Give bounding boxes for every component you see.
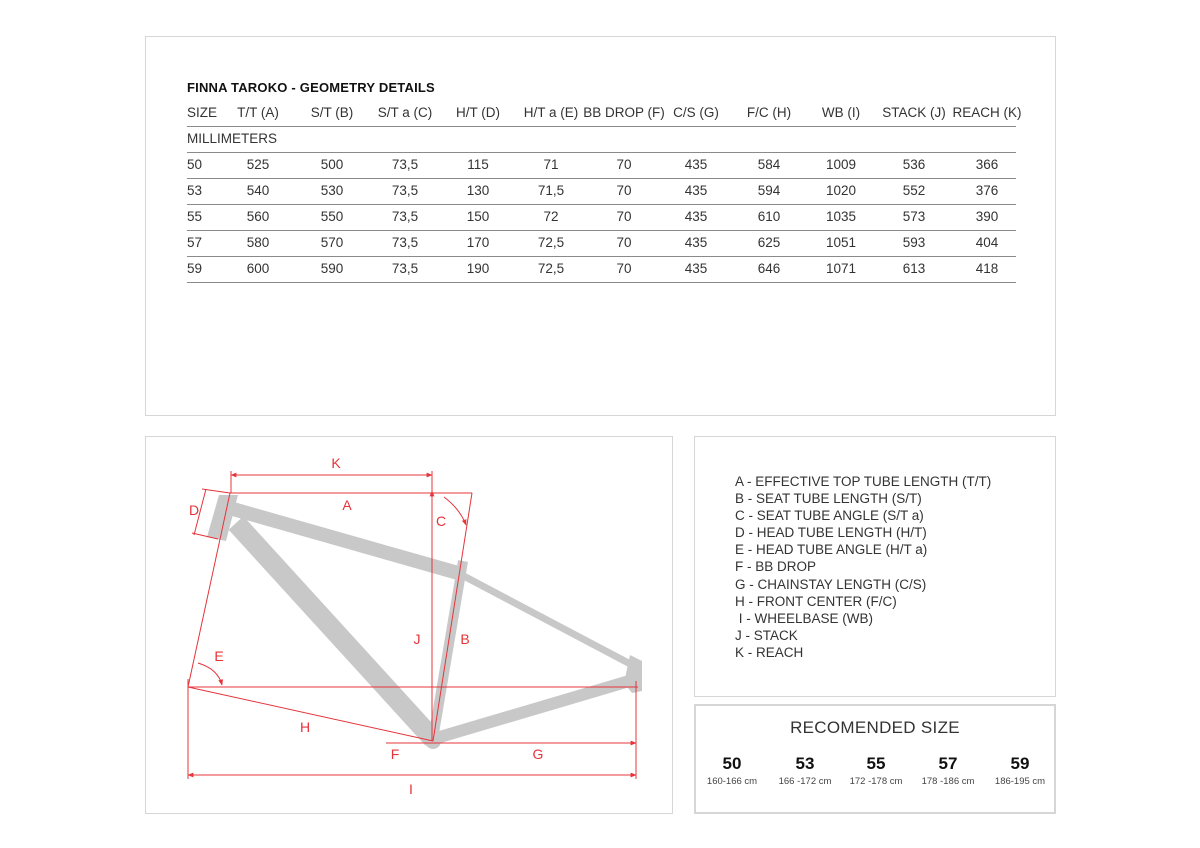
label-d: D bbox=[188, 502, 200, 518]
col-header-size: SIZE bbox=[187, 105, 218, 120]
table-cell: 170 bbox=[466, 235, 490, 250]
size-option bbox=[697, 754, 767, 787]
table-cell: 130 bbox=[466, 183, 490, 198]
size-height-range: 178 -186 cm bbox=[921, 776, 975, 787]
label-a: A bbox=[342, 497, 352, 513]
table-row bbox=[187, 230, 1016, 257]
table-cell: 150 bbox=[466, 209, 490, 224]
size-number: 50 bbox=[722, 754, 742, 773]
table-cell: 435 bbox=[684, 209, 708, 224]
legend-item: G - CHAINSTAY LENGTH (C/S) bbox=[735, 576, 927, 592]
legend-item: C - SEAT TUBE ANGLE (S/T a) bbox=[735, 508, 924, 524]
legend-list bbox=[735, 473, 991, 661]
table-row bbox=[187, 256, 1016, 283]
table-cell: 435 bbox=[684, 183, 708, 198]
table-row bbox=[187, 152, 1016, 179]
table-cell: 404 bbox=[975, 235, 999, 250]
col-header-hta: H/T a (E) bbox=[523, 105, 579, 120]
col-header-cs: C/S (G) bbox=[673, 105, 719, 120]
label-j: J bbox=[413, 631, 421, 647]
col-header-wb: WB (I) bbox=[821, 105, 861, 120]
table-row bbox=[187, 178, 1016, 205]
table-cell: 530 bbox=[320, 183, 344, 198]
table-cell: 536 bbox=[902, 157, 926, 172]
table-cell: 560 bbox=[246, 209, 270, 224]
bike-frame bbox=[207, 495, 642, 749]
table-cell: 625 bbox=[757, 235, 781, 250]
geometry-title: FINNA TAROKO - GEOMETRY DETAILS bbox=[187, 80, 435, 95]
table-cell: 584 bbox=[757, 157, 781, 172]
legend-item: I - WHEELBASE (WB) bbox=[735, 610, 874, 626]
size-option bbox=[770, 754, 840, 787]
table-cell: 570 bbox=[320, 235, 344, 250]
legend-item: J - STACK bbox=[735, 627, 798, 643]
table-cell: 594 bbox=[757, 183, 781, 198]
table-cell: 53 bbox=[187, 183, 203, 198]
size-number: 55 bbox=[866, 754, 886, 773]
legend-item: F - BB DROP bbox=[735, 559, 817, 575]
table-cell: 1020 bbox=[825, 183, 857, 198]
table-cell: 435 bbox=[684, 235, 708, 250]
table-cell: 73,5 bbox=[391, 209, 419, 224]
label-b: B bbox=[460, 631, 470, 647]
size-number: 57 bbox=[938, 754, 958, 773]
table-cell: 610 bbox=[757, 209, 781, 224]
table-cell: 190 bbox=[466, 261, 490, 276]
table-header-row bbox=[187, 100, 1022, 127]
size-option bbox=[913, 754, 983, 787]
seat-tube-axis bbox=[433, 493, 472, 741]
table-cell: 70 bbox=[616, 183, 632, 198]
table-cell: 71,5 bbox=[537, 183, 565, 198]
table-cell: 70 bbox=[616, 209, 632, 224]
table-cell: 525 bbox=[246, 157, 270, 172]
size-height-range: 172 -178 cm bbox=[849, 776, 903, 787]
size-option bbox=[841, 754, 911, 787]
table-cell: 552 bbox=[902, 183, 926, 198]
label-f: F bbox=[390, 746, 400, 762]
frame-geometry-diagram bbox=[146, 437, 674, 815]
label-k: K bbox=[331, 455, 341, 471]
label-e: E bbox=[214, 648, 224, 664]
table-cell: 573 bbox=[902, 209, 926, 224]
size-height-range: 160-166 cm bbox=[706, 776, 758, 787]
legend-item: H - FRONT CENTER (F/C) bbox=[735, 593, 897, 609]
col-header-fc: F/C (H) bbox=[746, 105, 792, 120]
head-angle-arc bbox=[198, 663, 222, 685]
size-height-range: 166 -172 cm bbox=[778, 776, 832, 787]
table-cell: 1051 bbox=[825, 235, 857, 250]
chain-stay bbox=[433, 679, 636, 739]
table-cell: 435 bbox=[684, 261, 708, 276]
table-cell: 580 bbox=[246, 235, 270, 250]
table-cell: 73,5 bbox=[391, 183, 419, 198]
col-header-tt: T/T (A) bbox=[237, 105, 279, 120]
table-cell: 59 bbox=[187, 261, 203, 276]
col-header-stack: STACK (J) bbox=[882, 105, 946, 120]
table-cell: 73,5 bbox=[391, 157, 419, 172]
table-cell: 70 bbox=[616, 235, 632, 250]
label-c: C bbox=[435, 513, 447, 529]
table-cell: 366 bbox=[975, 157, 999, 172]
table-cell: 72 bbox=[543, 209, 559, 224]
seat-angle-arc bbox=[444, 497, 466, 525]
col-header-sta: S/T a (C) bbox=[377, 105, 433, 120]
size-height-range: 186-195 cm bbox=[994, 776, 1046, 787]
table-cell: 70 bbox=[616, 261, 632, 276]
table-cell: 57 bbox=[187, 235, 203, 250]
label-h: H bbox=[299, 719, 311, 735]
table-cell: 71 bbox=[543, 157, 559, 172]
col-header-ht: H/T (D) bbox=[456, 105, 500, 120]
table-cell: 646 bbox=[757, 261, 781, 276]
legend-item: D - HEAD TUBE LENGTH (H/T) bbox=[735, 525, 927, 541]
unit-label: MILLIMETERS bbox=[187, 131, 278, 146]
table-cell: 1035 bbox=[825, 209, 857, 224]
table-cell: 613 bbox=[902, 261, 926, 276]
table-cell: 435 bbox=[684, 157, 708, 172]
unit-row bbox=[187, 126, 1016, 153]
label-g: G bbox=[532, 746, 544, 762]
size-number: 53 bbox=[795, 754, 815, 773]
size-option bbox=[985, 754, 1055, 787]
table-cell: 390 bbox=[975, 209, 999, 224]
steering-axis-line bbox=[188, 493, 230, 687]
table-cell: 70 bbox=[616, 157, 632, 172]
legend-item: K - REACH bbox=[735, 644, 804, 660]
col-header-reach: REACH (K) bbox=[952, 105, 1022, 120]
geometry-panel bbox=[145, 36, 1056, 416]
table-cell: 376 bbox=[975, 183, 999, 198]
table-cell: 1071 bbox=[825, 261, 857, 276]
table-cell: 593 bbox=[902, 235, 926, 250]
col-header-bbdrop: BB DROP (F) bbox=[583, 105, 665, 120]
table-cell: 550 bbox=[320, 209, 344, 224]
table-cell: 50 bbox=[187, 157, 203, 172]
table-cell: 600 bbox=[246, 261, 270, 276]
table-cell: 72,5 bbox=[537, 261, 565, 276]
table-cell: 72,5 bbox=[537, 235, 565, 250]
legend-item: B - SEAT TUBE LENGTH (S/T) bbox=[735, 491, 922, 507]
table-cell: 55 bbox=[187, 209, 203, 224]
legend-panel bbox=[694, 436, 1056, 697]
table-cell: 115 bbox=[467, 157, 489, 172]
legend-item: E - HEAD TUBE ANGLE (H/T a) bbox=[735, 542, 928, 558]
table-cell: 500 bbox=[320, 157, 344, 172]
seat-stay bbox=[458, 573, 636, 667]
table-cell: 73,5 bbox=[391, 235, 419, 250]
table-cell: 540 bbox=[246, 183, 270, 198]
table-cell: 73,5 bbox=[391, 261, 419, 276]
col-header-st: S/T (B) bbox=[310, 105, 354, 120]
label-i: I bbox=[409, 781, 413, 797]
frame-diagram-panel bbox=[145, 436, 673, 814]
recommended-size-title: RECOMENDED SIZE bbox=[790, 718, 960, 737]
size-number: 59 bbox=[1010, 754, 1030, 773]
table-cell: 590 bbox=[320, 261, 344, 276]
legend-item: A - EFFECTIVE TOP TUBE LENGTH (T/T) bbox=[735, 474, 992, 489]
recommended-size-panel bbox=[694, 704, 1056, 814]
table-row bbox=[187, 204, 1016, 231]
table-cell: 418 bbox=[975, 261, 999, 276]
table-cell: 1009 bbox=[825, 157, 857, 172]
